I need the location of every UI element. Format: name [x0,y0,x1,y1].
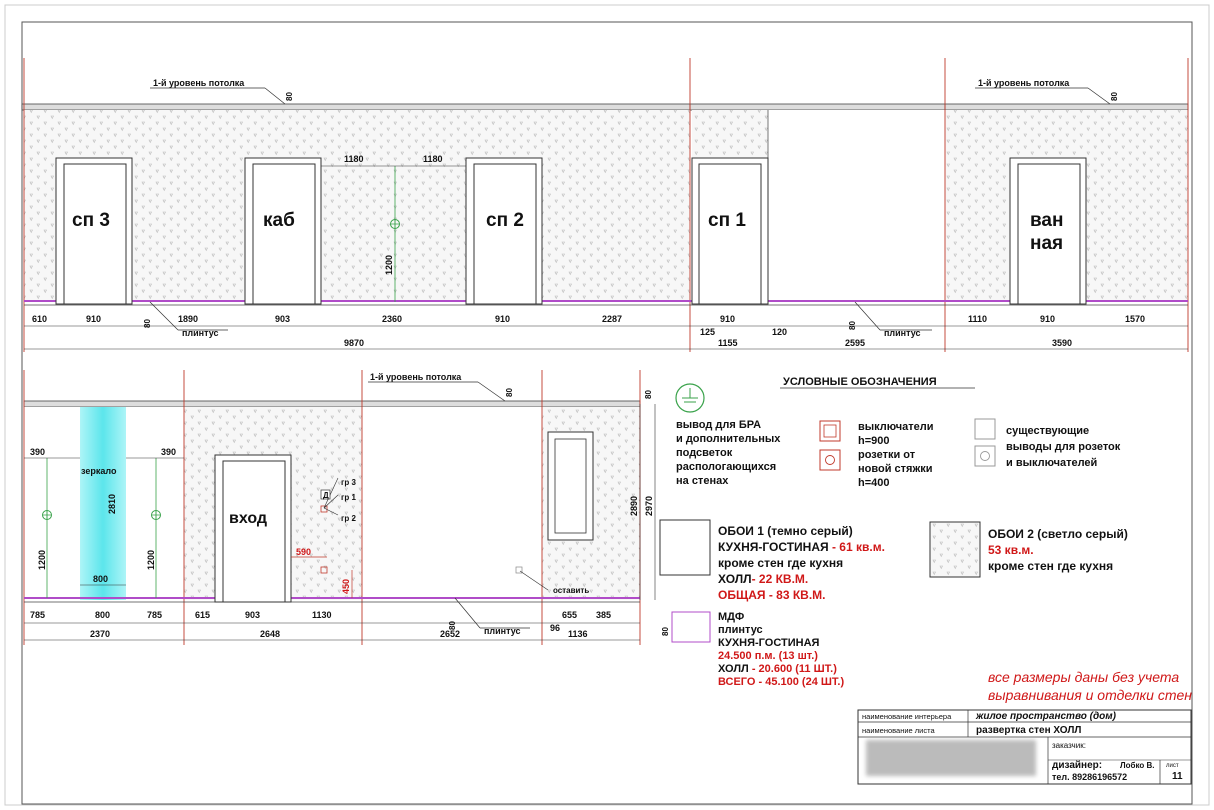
dim-label: 385 [596,610,612,620]
legend-switch-text: h=900 [858,435,890,447]
dim-label: 785 [30,610,46,620]
dim-label: 1890 [178,314,199,324]
baseboard-offset: 80 [848,321,857,330]
legend-socket-text: новой стяжки [858,463,933,475]
baseboard-label: плинтус [182,328,219,338]
dim-label: 910 [720,314,736,324]
wallpaper1-title: ОБОИ 1 (темно серый) [718,524,853,538]
door-label: каб [263,210,295,231]
baseboard-label: плинтус [484,626,521,636]
keep-label: оставить [553,586,590,595]
dim-label: 120 [772,327,788,337]
dim-label: 1570 [1125,314,1146,324]
baseboard-label: плинтус [884,328,921,338]
bra-icon [43,511,52,520]
dim-label: 785 [147,610,163,620]
ceiling-label: 1-й уровень потолка [153,78,245,88]
dim-label: 1110 [968,314,988,324]
legend-bra-text: подсветок [676,447,733,459]
mirror-label: зеркало [81,466,117,476]
wallpaper1-hall: ХОЛЛ- 22 КВ.М. [718,572,809,586]
dim-label: 903 [275,314,291,324]
ceiling-label: 1-й уровень потолка [370,372,462,382]
red-dim: 590 [296,547,312,557]
red-dim: 450 [341,578,351,594]
legend-bra-text: и дополнительных [676,433,781,445]
mdf-offset: 80 [661,627,670,636]
elevation-2 [24,370,655,645]
door-bathroom [1010,158,1086,304]
door-sp2 [466,158,542,304]
total-dim: 9870 [344,338,365,348]
socket-legend-icon [820,450,840,470]
tb-designer-label: дизайнер: [1052,760,1103,771]
ceiling-offset: 80 [1110,92,1119,101]
dim-label: 800 [93,574,109,584]
door-entrance [215,455,291,602]
legend-bra-text: распологающихся [676,461,777,473]
bra-icon [152,511,161,520]
tb-sheet-no-label: лист [1166,763,1179,769]
dim-label: 2287 [602,314,623,324]
total-dim: 2648 [260,629,281,639]
wallpaper2-swatch [930,522,980,577]
dimension-note: выравнивания и отделки стен [988,687,1192,703]
redacted-client [866,740,1036,776]
tb-sheet-value: развертка стен ХОЛЛ [976,725,1082,736]
dim-label: 1200 [146,549,156,570]
dim-label: 125 [700,327,716,337]
dim-label: 2890 [629,495,639,516]
legend-existing-text: и выключателей [1006,457,1098,469]
existing-switch-icon [975,419,995,439]
door-label: сп 2 [486,210,524,231]
legend-existing-text: существующие [1006,425,1090,437]
total-dim: 1155 [718,338,738,348]
baseboard-offset: 80 [448,621,457,630]
dim-label: 1180 [423,154,443,164]
ceiling-label: 1-й уровень потолка [978,78,1070,88]
legend-existing-text: выводы для розеток [1006,441,1121,453]
wallpaper1-total: ОБЩАЯ - 83 КВ.М. [718,588,826,602]
wallpaper1-note: кроме стен где кухня [718,556,844,570]
tb-client-label: заказчик: [1052,741,1086,750]
legend-socket-text: розетки от [858,449,916,461]
wallpaper2-note: кроме стен где кухня [988,559,1114,573]
wallpaper1-kitchen: КУХНЯ-ГОСТИНАЯ - 61 кв.м. [718,540,885,554]
dim-label: 903 [245,610,261,620]
mdf-swatch [672,612,710,642]
total-dim: 2652 [440,629,461,639]
ceiling-offset: 80 [505,388,514,397]
tb-sheet-no: 11 [1172,771,1183,782]
legend-switch-text: выключатели [858,421,934,433]
total-dim: 2370 [90,629,111,639]
total-dim: 2595 [845,338,866,348]
group-label: гр 2 [341,514,356,523]
dim-label: 1200 [37,549,47,570]
baseboard-offset: 80 [143,319,152,328]
socket-mark-label: Д [323,491,329,500]
legend-bra-text: на стенах [676,475,729,487]
door-label: ван [1030,210,1064,231]
door-label: вход [229,510,268,527]
mirror [80,407,126,600]
wallpaper1-swatch [660,520,710,575]
tb-phone: тел. 89286196572 [1052,772,1128,782]
existing-socket-icon [975,446,995,466]
tb-sheet-label: наименование листа [862,726,935,735]
mdf-text: ВСЕГО - 45.100 (24 ШТ.) [718,676,845,688]
mdf-text: 24.500 п.м. (13 шт.) [718,650,818,662]
total-dim: 3590 [1052,338,1073,348]
dim-label: 2970 [644,495,654,516]
legend-title: УСЛОВНЫЕ ОБОЗНАЧЕНИЯ [783,376,937,388]
mdf-text: КУХНЯ-ГОСТИНАЯ [718,637,820,649]
dim-label: 390 [161,447,177,457]
dim-label: 96 [550,623,561,633]
dim-label: 910 [1040,314,1056,324]
group-label: гр 3 [341,478,356,487]
door-sp1 [692,158,768,304]
door-sp3 [56,158,132,304]
legend-socket-text: h=400 [858,477,890,489]
bra-icon [391,220,400,229]
window [548,432,593,540]
ceiling-offset: 80 [644,390,653,399]
group-label: гр 1 [341,493,356,502]
tb-interior-label: наименование интерьера [862,712,952,721]
mdf-text: МДФ [718,611,745,623]
dim-label: 910 [495,314,511,324]
legend-bra-text: вывод для БРА [676,419,762,431]
dim-label: 1130 [312,610,332,620]
total-dim: 1136 [568,629,588,639]
tb-interior-value: жилое пространство (дом) [976,711,1116,722]
dim-label: 2810 [107,493,117,514]
dim-label: 2360 [382,314,403,324]
dim-label: 610 [32,314,48,324]
mdf-text: плинтус [718,624,763,636]
dim-label: 615 [195,610,211,620]
dim-label: 1200 [384,254,394,275]
dim-label: 655 [562,610,578,620]
wallpaper2-area: 53 кв.м. [988,543,1034,557]
switch-legend-icon [820,421,840,441]
mdf-text: ХОЛЛ - 20.600 (11 ШТ.) [718,663,837,675]
dim-label: 390 [30,447,46,457]
door-label: ная [1030,233,1064,254]
dimension-note: все размеры даны без учета [988,669,1180,685]
elevation-1 [22,58,1188,352]
door-label: сп 3 [72,210,110,231]
ceiling-offset: 80 [285,92,294,101]
dim-label: 1180 [344,154,364,164]
door-label: сп 1 [708,210,746,231]
dim-label: 910 [86,314,102,324]
wallpaper2-title: ОБОИ 2 (светло серый) [988,527,1128,541]
tb-designer-name: Лобко В. [1120,761,1155,770]
door-kab [245,158,321,304]
dim-label: 800 [95,610,111,620]
